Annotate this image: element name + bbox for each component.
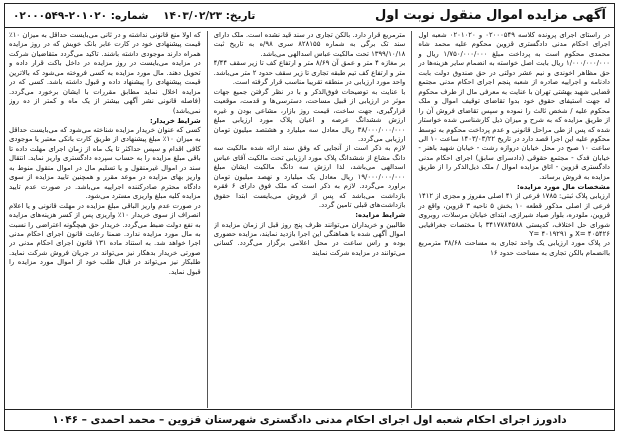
paragraph: با عنایت به توضیحات فوق‌الذکر و با در نظر گرفتن جمیع جهات موثر در ارزیابی از قبیل مساحت، دسترسی‌ها و قدمت، موقعیت قرارگیری، جهت ساخت، قیمت روز بازار، مشاعی بودن و غیره ارزش ششدانگ عرصه و اعیان پلاک مورد ارزیابی مبلغ ۳۸/۰۰۰/۰۰۰/۰۰۰ ریال معادل سه میلیارد و هشتصد میلیون تومان ارزیابی می‌گردد. bbox=[213, 87, 406, 143]
body-column-middle bbox=[214, 31, 406, 408]
column-divider bbox=[411, 31, 412, 408]
notice-header bbox=[5, 4, 614, 28]
paragraph: ارزیابی پلاک ثبتی: ۱۷۸۵ فرعی از ۴۱ اصلی مفروز و مجزی از ۱۴۱۲ فرعی از اصلی مذکور قطعه ۱۰ بخش ۵ ناحیه ۳ قزوین، واقع در قزوین، ملودره، بلوار صیاد شیرازی، ابتدای خیابان مرسلات، روبروی شورای حل اختلاف، کدپستی ۳۴۱۷۷۸۴۵۸۸ با مختصات جغرافیایی X= ۴۰۵۴۲۶ و Y= ۴۰۱۹۲۹۱ bbox=[418, 192, 610, 239]
paragraph: طالبین و خریداران می‌توانند ظرف پنج روز قبل از زمان مزایده از اموال آگهی شده با هماهنگی این اجرا بازدید نمایند، مزایده حضوری بوده و راس ساعت در محل اعلامی برگزار می‌گردد. کسانی می‌توانند در مزایده شرکت نمایند bbox=[213, 220, 406, 257]
paragraph: در راستای اجرای پرونده کلاسه ۰۲۰۰۰۵۴۹ و ۰۲۰۱۰۲۰ شعبه اول اجرای احکام مدنی دادگستری قزوین محکوم علیه محمد شاه محمدی محکوم است به پرداخت مبلغ ۱/۷۵۰/۰۰۰/۰۰۰ ریال و ۱/۰۰۰/۰۰۰/۰۰۰ ریال بابت اصل خواسته به انضمام سایر هزینه‌ها در حق مظاهر اخوندی و نیم عشر دولتی در حق صندوق دولت بابت دادنامه و اجراییه صادره از شعبه پنجم اجرای احکام مدنی مجتمع قضایی شهید بهشتی تهران با عنایت به معرفی مال از طرف محکوم له جهت استیفای حقوق خود بدوا تقاضای توقیف اموال و ملک محکوم علیه / شخص ثالث را نموده و سپس تقاضای فروش آن را از طریق مزایده که به شرح و میزان ذیل کارشناسی شده خواستار شده که پس از طی مراحل قانونی و عدم پرداخت محکوم به توسط محکوم علیه این اجرا قصد دارد در تاریخ ۱۴۰۳/۰۳/۲۲ ساعت ۱۰ الی ساعت ۱۰ صبح در محل خیابان دروازه رشت - خیابان شهید باهنر - خیابان فدک - مجتمع حقوقی (دادسرای سابق) اجرای احکام مدنی دادگستری قزوین - اتاق مزایده اموال / ملک ذیل‌الذکر را از طریق مزایده به فروش برساند. bbox=[418, 31, 610, 181]
notice-signature: دادورز اجرای احکام شعبه اول اجرای احکام مدنی دادگستری شهرستان قزوین – محمد احمدی – ۱۰۴۶ bbox=[5, 409, 614, 430]
paragraph: که اولا منع قانونی نداشته و در ثانی می‌بایست حداقل به میزان ۱۰٪ قیمت پیشنهادی خود در کارت عابر بانک خویش که در روز مزایده همراه دارند موجودی داشته باشند. تاکید می‌گردد متقاضیان شرکت در مزایده می‌بایست در روز مزایده در داخل باکت قرار داده و تحویل دهند. مال مورد مزایده به کسی فروخته می‌شود که بالاترین قیمت پیشنهادی را پیشنهاد داده و قبول داشته باشد. کسی که در مزایده اخلال نماید مطابق مقررات با ایشان برخورد می‌گردد. (فاصله قانونی نشر آگهی بیشتر از یک ماه و کمتر از ده روز نمی‌باشد) bbox=[8, 31, 201, 115]
notice-date: تاریخ: ۱۴۰۳/۰۲/۲۳ bbox=[163, 9, 256, 22]
paragraph: در صورت عدم واریز الباقی مبلغ مزایده در مهلت قانونی و یا اعلام انصراف از سوی خریدار ۱۰٪ واریزی پس از کسر هزینه‌های مزایده به نفع دولت ضبط می‌گردد. خریدار حق هیچگونه اعتراضی را نسبت به مال مورد مزایده ندارد. ضمنا رعایت قانون اجرای احکام مدنی اجرا خواهد شد. به استناد ماده ۱۳۱ قانون اجرای احکام مدنی در صورتی خریدار بدهکار نیز می‌تواند در جریان فروش شرکت نماید. طلبکار نیز می‌تواند در قبال طلب خود از اموال مورد مزایده را قبول نماید. bbox=[8, 201, 201, 276]
notice-number: شماره: ۲۰۱۰۲۰-۰۲۰۰۰۵۴۹ bbox=[13, 9, 149, 22]
paragraph: بر مغازه ۴ متر و عمق آن ۸/۶۹ متر و ارتفاع کف تا زیر سقف ۴/۴۴ متر و ارتفاع کف تیم طبقه تجاری تا زیر سقف حدود ۲ متر می‌باشد. واحد مورد ارزیابی در منطقه تقریبا مناسب قرار گرفته است. bbox=[213, 59, 406, 87]
notice-meta bbox=[13, 10, 255, 22]
section-heading: شرایط خریدار: bbox=[149, 116, 201, 125]
paragraph: لازم به ذکر است از آنجایی که وفق سند ارائه شده مالکیت سه دانگ مشاع از ششدانگ پلاک مورد ارزیابی تحت مالکیت آقای عباس اسدالهی می‌باشد، لذا ارزش سه دانگ مالکیت ایشان مبلغ ۱۹/۰۰۰/۰۰۰/۰۰۰ ریال معادل یک میلیارد و نهصد میلیون تومان براورد می‌گردد. لازم به ذکر است که ملک فوق دارای ۶ فقره بازداشت می‌باشد که پس از فروش می‌بایست ابتدا حقوق بازداشت‌های قبلی تامین گردد. bbox=[213, 144, 406, 210]
body-column-right bbox=[418, 31, 610, 408]
notice-body bbox=[9, 31, 610, 408]
auction-notice bbox=[4, 3, 615, 431]
body-column-left bbox=[9, 31, 201, 408]
paragraph: مترمربع قرار دارد. بالکن تجاری در سند قید نشده است. ملک دارای سند تک برگی به شماره ۸۲۸۱۵۵ سری ۹۸/ه به تاریخ ثبت ۱۳۹۹/۱۰/۱۸ تحت مالکیت عباس اسدالهی می‌باشد. bbox=[213, 31, 406, 58]
paragraph: کسی که عنوان خریدار مزایده شناخته می‌شود که می‌بایست حداقل به میزان ۱۰٪ مبلغ پیشنهادی از طریق کارت بانکی معتبر یا موجودی کافی اقدام و سپس حداکثر تا یک ماه از زمان اجرای مهلت داده تا باقی مبلغ مزایده را به حساب سپرده دادگستری واریز نماید. انتقال سند در اموال غیرمنقول و یا تسلیم مال در اموال منقول منوط به واریز بهای مزایده در موعد مقرر و همچنین تایید مزایده از سوی دادگاه محترم صادرکننده اجراییه می‌باشد. در صورت عدم تایید مزایده کلیه مبلغ واریزی مسترد می‌شود. bbox=[8, 126, 201, 201]
section-heading: مشخصات مال مورد مزایده: bbox=[517, 182, 610, 191]
column-divider bbox=[207, 31, 208, 408]
notice-title: آگهی مزایده اموال منقول نوبت اول bbox=[374, 8, 606, 23]
section-heading: شرایط مزایده: bbox=[355, 211, 406, 220]
paragraph: در پلاک مورد ارزیابی یک واحد تجاری به مساحت ۳۸/۶۸ مترمربع باانضمام بالکن تجاری به مساحت حدود ۱۶ bbox=[418, 239, 610, 257]
